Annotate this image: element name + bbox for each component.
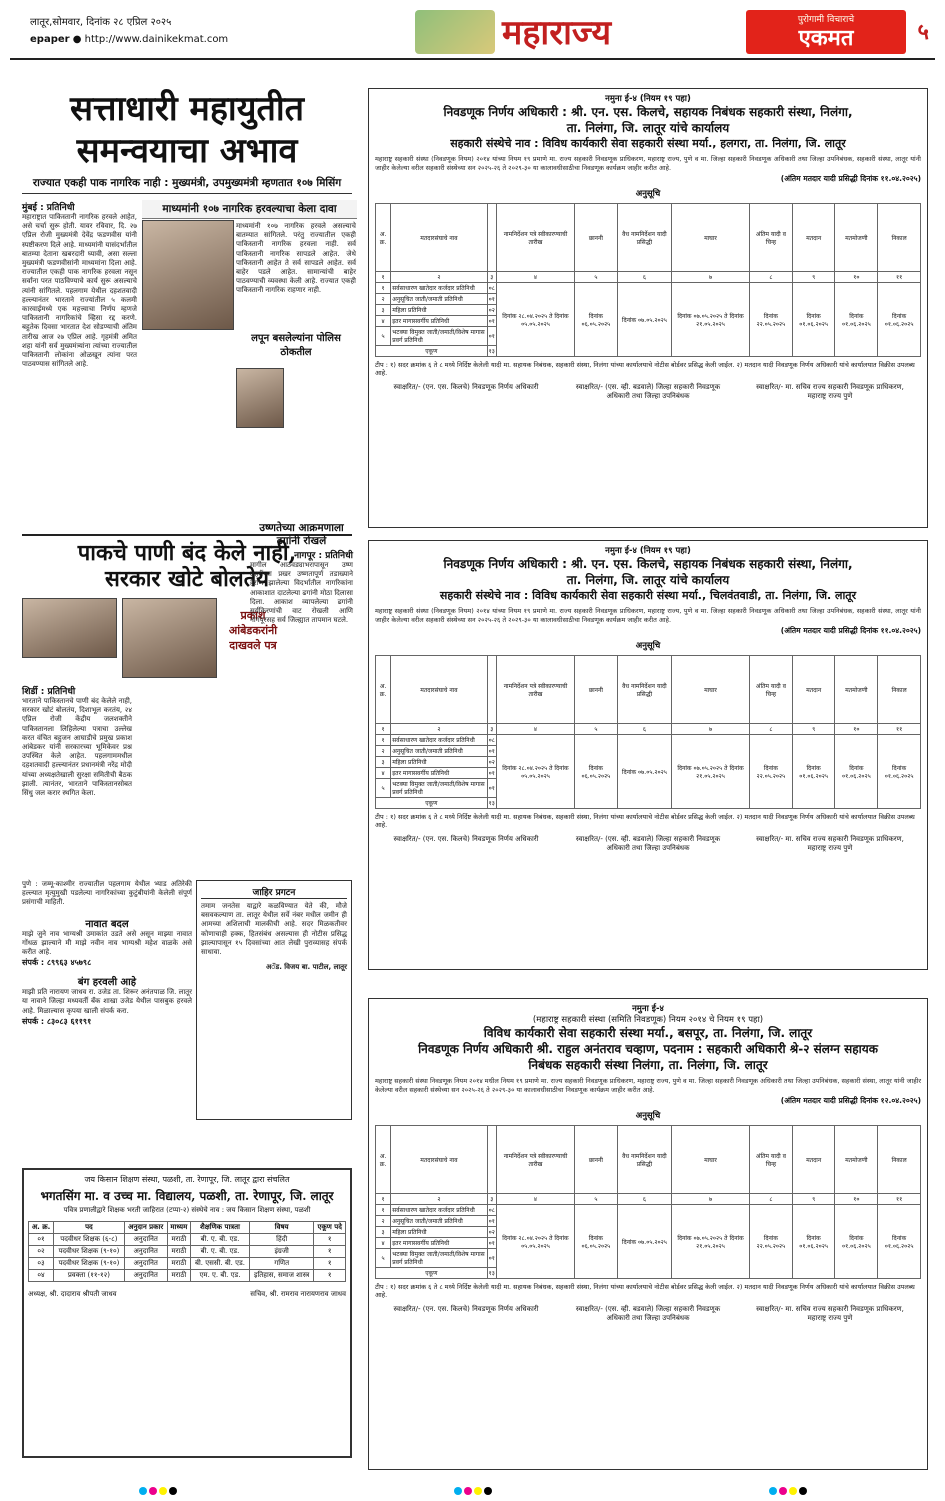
column-number: २: [391, 272, 487, 283]
table-cell: इतर मागासवर्गीय प्रतिनिधी: [391, 316, 487, 327]
schedule-date: दिनांक ०१.०६.२०२५: [792, 283, 835, 357]
schedule-header: अंतिम यादी व चिन्ह: [750, 204, 793, 272]
school-recruitment-ad: [22, 1168, 352, 1458]
signatures: [375, 1305, 921, 1323]
column-number: १०: [835, 1194, 878, 1205]
schedule-table-1: [375, 188, 921, 401]
schedule-header: अंतिम यादी व चिन्ह: [750, 1126, 793, 1194]
schedule-header: अंतिम यादी व चिन्ह: [750, 656, 793, 724]
table-cell: महिला प्रतिनिधी: [391, 305, 487, 316]
table-cell: ०२: [487, 1227, 496, 1238]
schedule-note: टीप : १) सदर क्रमांक ६ ते ८ मध्ये निर्दिष्ट केलेली यादी मा. सहायक निबंधक, सहकारी संस्था, निलंगा यांच्या कार्यालयाचे नोटीस बोर्डवर प्रसिद्ध केली जाईल. २) मतदान यादी निवडणूक निर्णय अधिकारी यांचे कार्यालयात विक्रीस उपलब्ध आहे.: [375, 361, 915, 377]
magenta-dot: [779, 1487, 787, 1495]
table-cell: इंग्रजी: [249, 1246, 314, 1258]
sign-secretary: सचिव, श्री. रामराव नारायणराव जाधव: [250, 1290, 346, 1298]
election-notice-chilvantwadi: [368, 540, 928, 970]
yellow-dot: [159, 1487, 167, 1495]
notice-officer: निवडणूक निर्णय अधिकारी श्री. राहुल अनंतराव चव्हाण, पदनाम : सहकारी अधिकारी श्रे-२ संलग्न सहायक: [418, 1042, 878, 1056]
vacancy-header: पद: [54, 1222, 125, 1234]
column-number: ११: [878, 1194, 921, 1205]
table-cell: ३: [376, 757, 391, 768]
total-value: १३: [487, 798, 496, 809]
table-cell: मराठी: [167, 1246, 190, 1258]
schedule-header: नामनिर्देशन पत्रे स्वीकारण्याची तारीख: [496, 656, 574, 724]
table-cell: ५: [376, 327, 391, 346]
schedule-header: [487, 656, 496, 724]
schedule-header: मतदारसंघाचे नाव: [391, 1126, 487, 1194]
lead-subheadline: राज्यात एकही पाक नागरिक नाही : मुख्यमंत्री, उपमुख्यमंत्री म्हणतात १०७ मिसिंग: [22, 176, 352, 194]
column-number: १: [376, 1194, 391, 1205]
water-headline-line-2: सरकार खोटे बोलतेय: [104, 566, 270, 592]
table-cell: मराठी: [167, 1270, 190, 1282]
column-number: ७: [671, 272, 749, 283]
black-dot: [484, 1487, 492, 1495]
table-cell: महिला प्रतिनिधी: [391, 1227, 487, 1238]
column-number: २: [391, 724, 487, 735]
vacancy-header: अ. क्र.: [29, 1222, 54, 1234]
maharashtra-map-icon: [415, 10, 495, 54]
lead-side-headline: लपून बसलेल्यांना पोलिस ठोकतील: [251, 333, 341, 358]
schedule-date: दिनांक ०१.०६.२०२५: [792, 1205, 835, 1279]
schedule-header: माघार: [671, 204, 749, 272]
table-cell: ०१: [487, 316, 496, 327]
table-cell: ०८: [487, 735, 496, 746]
lead-inset-text: माध्यमांनी १०७ नागरिक हरवले असल्याचे बातम्यात सांगितले. परंतु राज्यातील एकही पाकिस्तानी नागरिक हरवला नाही. सर्व पाकिस्तानी नागरिक सापडले आहेत. जेथे पाकिस्तानी आहेत ते सर्व सापडले आहेत. सर्व बाहेर पडले आहेत. सामान्यांची बाहेर पाठवण्याची व्यवस्था केली आहे. राज्यात एकही पाकिस्तानी नागरिक राहणार नाही.: [236, 222, 356, 295]
table-cell: अनुदानित: [124, 1234, 167, 1246]
schedule-header: मतदारसंघाचे नाव: [391, 204, 487, 272]
column-number: ५: [575, 724, 618, 735]
table-cell: भटक्या विमुक्त जाती/जमाती/विशेष मागास प्रवर्ग प्रतिनिधी: [391, 327, 487, 346]
heat-story: [250, 522, 353, 625]
lead-headline-line-2: समन्वयाचा अभाव: [76, 131, 298, 171]
water-dateline: शिर्डी : प्रतिनिधी: [22, 687, 76, 697]
schedule-header: अ. क्र.: [376, 656, 391, 724]
vacancy-header: अनुदान प्रकार: [124, 1222, 167, 1234]
table-cell: पदवीधर शिक्षक (९-१०): [54, 1246, 125, 1258]
column-number: ८: [750, 724, 793, 735]
schedule-table: [375, 203, 921, 357]
notice-officer: निवडणूक निर्णय अधिकारी : श्री. एन. एस. किलचे, सहायक निबंधक सहकारी संस्था, निलंगा,: [443, 557, 853, 571]
table-cell: १: [314, 1270, 346, 1282]
schedule-date: दिनांक ०७.०५.२०२५: [617, 735, 671, 809]
column-number: १०: [835, 272, 878, 283]
column-number: ४: [496, 724, 574, 735]
table-row: [376, 1205, 921, 1216]
election-notice-halgara: [368, 88, 928, 528]
table-cell: ०१: [487, 768, 496, 779]
schedule-date: दिनांक २८.०४.२०२५ ते दिनांक ०५.०५.२०२५: [496, 283, 574, 357]
schedule-note: टीप : १) सदर क्रमांक ६ ते ८ मध्ये निर्दिष्ट केलेली यादी मा. सहायक निबंधक, सहकारी संस्था, निलंगा यांच्या कार्यालयाचे नोटीस बोर्डवर प्रसिद्ध केली जाईल. २) मतदान यादी निवडणूक निर्णय अधिकारी यांचे कार्यालयात विक्रीस उपलब्ध आहे.: [375, 1283, 915, 1299]
section-title: महाराज्य: [502, 13, 612, 53]
table-cell: अनुसूचित जाती/जमाती प्रतिनिधी: [391, 746, 487, 757]
table-cell: ०१: [487, 1216, 496, 1227]
column-number: ११: [878, 272, 921, 283]
schedule-header: वैध नामनिर्देशन यादी प्रसिद्धी: [617, 204, 671, 272]
schedule-header: [487, 204, 496, 272]
schedule-header: मतदान: [792, 656, 835, 724]
schedule-heading: अनुसूचि: [635, 641, 661, 651]
notice-society: सहकारी संस्थेचे नाव : विविध कार्यकारी सेवा सहकारी संस्था मर्या., चिलवंतवाडी, ता. निलंगा, जि. लातूर: [439, 589, 857, 602]
classified-notices: [22, 880, 192, 1027]
schedule-date: दिनांक ०६.०५.२०२५: [575, 735, 618, 809]
schedule-date: दिनांक ०१.०६.२०२५: [878, 1205, 921, 1279]
table-cell: ०२: [29, 1246, 54, 1258]
lead-dateline: मुंबई : प्रतिनिधी: [22, 203, 75, 213]
lost-notice-phone: संपर्क : ८३०८३ ६११९१: [22, 1016, 92, 1026]
schedule-header: मतदारसंघाचे नाव: [391, 656, 487, 724]
masthead: [10, 8, 935, 60]
name-change-text: माझे जुने नाव भाग्यश्री उमाकांत उडते असे असून माझ्या नावात गोंधळ झाल्याने मी माझे नवीन नाव भाग्यश्री महेश वाळके असे करीत आहे.: [22, 929, 192, 957]
brand-tagline: पुरोगामी विचाराचे: [797, 15, 855, 25]
schedule-header: निकाल: [878, 656, 921, 724]
black-dot: [799, 1487, 807, 1495]
deputy-cm-photo: [236, 368, 284, 428]
table-cell: भटक्या विमुक्त जाती/जमाती/विशेष मागास प्रवर्ग प्रतिनिधी: [391, 779, 487, 798]
schedule-header: निकाल: [878, 204, 921, 272]
table-row: [29, 1258, 346, 1270]
signature-block: स्वाक्षरित/- (एस. व्ही. बडवाले) जिल्हा सहकारी निवडणूक अधिकारी तथा जिल्हा उपनिबंधक: [575, 835, 721, 852]
column-number: ६: [617, 724, 671, 735]
table-cell: ३: [376, 305, 391, 316]
public-notice-ad: [196, 880, 352, 1120]
cyan-dot: [454, 1487, 462, 1495]
schedule-header: मतमोजणी: [835, 1126, 878, 1194]
table-cell: गणित: [249, 1258, 314, 1270]
heat-body-text: मागील आठवड्याभरापासून उष्ण लहरींच्या प्रखर उष्णतापूर्ण तडाख्याने हैराण झालेल्या विदर्भातील नागरिकांना आकाशात दाटलेल्या ढगांनी मोठा दिलासा दिला. आकाश व्यापलेल्या ढगांनी सूर्यकिरणांची वाट रोखली आणि नागपूरसह सर्व जिल्ह्यात तापमान घटले.: [250, 561, 353, 625]
total-label: एकूण: [376, 1268, 488, 1279]
table-cell: सर्वसाधारण खातेदार कर्जदार प्रतिनिधी: [391, 735, 487, 746]
table-cell: सर्वसाधारण खातेदार कर्जदार प्रतिनिधी: [391, 1205, 487, 1216]
epaper-label: epaper: [30, 34, 70, 45]
table-cell: अनुसूचित जाती/जमाती प्रतिनिधी: [391, 1216, 487, 1227]
water-headline-line-1: पाकचे पाणी बंद केले नाही,: [77, 540, 297, 566]
lead-inset-headline: माध्यमांनी १०७ नागरिक हरवल्याचा केला दावा: [142, 200, 357, 219]
table-cell: पदवीधर शिक्षक (६-८): [54, 1234, 125, 1246]
yellow-dot: [789, 1487, 797, 1495]
table-cell: ०८: [487, 283, 496, 294]
schedule-header: [487, 1126, 496, 1194]
table-row: [29, 1246, 346, 1258]
cyan-dot: [769, 1487, 777, 1495]
site-url[interactable]: http://www.dainikekmat.com: [84, 34, 229, 45]
table-cell: ३: [376, 1227, 391, 1238]
table-cell: ०१: [487, 327, 496, 346]
lead-headline-line-1: सत्ताधारी महायुतीत: [69, 89, 305, 129]
column-number: ९: [792, 272, 835, 283]
notice-officer: निवडणूक निर्णय अधिकारी : श्री. एन. एस. किलचे, सहायक निबंधक सहकारी संस्था, निलंगा,: [443, 105, 853, 119]
total-label: एकूण: [376, 346, 488, 357]
total-value: १३: [487, 346, 496, 357]
table-cell: ०२: [487, 757, 496, 768]
school-subtitle: पवित्र प्रणालीद्वारे शिक्षक भरती जाहिरात (टप्पा-२) संस्थेचे नाव : जय किसान शिक्षण संस्था, पळशी: [63, 1206, 311, 1214]
signatures: [375, 835, 921, 853]
schedule-date: दिनांक ०७.०५.२०२५ ते दिनांक २१.०५.२०२५: [671, 283, 749, 357]
table-cell: ५: [376, 779, 391, 798]
schedule-table-2: [375, 640, 921, 853]
schedule-date: दिनांक २२.०५.२०२५: [750, 735, 793, 809]
schedule-header: मतमोजणी: [835, 204, 878, 272]
schedule-header: अ. क्र.: [376, 204, 391, 272]
schedule-header: वैध नामनिर्देशन यादी प्रसिद्धी: [617, 656, 671, 724]
table-cell: महिला प्रतिनिधी: [391, 757, 487, 768]
notice-officer-line-2: ता. निलंगा, जि. लातूर यांचे कार्यालय: [566, 573, 730, 587]
table-cell: ०१: [29, 1234, 54, 1246]
notice-form-number: नमुना ई-४ (नियम १९ पहा): [605, 94, 691, 104]
table-cell: ०१: [487, 294, 496, 305]
signature-block: स्वाक्षरित/- मा. सचिव राज्य सहकारी निवडणूक प्राधिकरण, महाराष्ट्र राज्य पुणे: [756, 1305, 904, 1322]
notice-form-number: नमुना ई-४: [632, 1004, 664, 1014]
schedule-date: दिनांक ०७.०५.२०२५: [617, 283, 671, 357]
brand-name: एकमत: [798, 25, 854, 51]
table-cell: बी. ए. बी. एड.: [191, 1234, 250, 1246]
column-number: ११: [878, 724, 921, 735]
table-cell: मराठी: [167, 1234, 190, 1246]
table-cell: इतर मागासवर्गीय प्रतिनिधी: [391, 1238, 487, 1249]
heat-dateline: नागपूर : प्रतिनिधी: [294, 551, 353, 561]
notice-officer-line-2: निबंधक सहकारी संस्था निलंगा, ता. निलंगा, जि. लातूर: [528, 1058, 768, 1072]
public-notice-title: जाहिर प्रगटन: [201, 885, 347, 899]
pune-news-text: पुणे : जम्मू-काश्मीर राज्यातील पहलगाम येथील भ्याड अतिरेकी हल्ल्यात मृत्युमुखी पडलेल्या नागरिकांच्या कुटुंबीयांनी केलेली संपूर्ण प्रसंगाची माहिती.: [22, 880, 192, 907]
column-number: ३: [487, 272, 496, 283]
schedule-date: दिनांक ०७.०५.२०२५: [617, 1205, 671, 1279]
notice-form-number: नमुना ई-४ (नियम १९ पहा): [605, 546, 691, 556]
notice-body: महाराष्ट्र सहकारी संस्था (निवडणूक नियम) २०१४ यांच्या नियम १९ प्रमाणे मा. राज्य सहकारी निवडणूक प्राधिकरण, महाराष्ट्र राज्य, पुणे व मा. जिल्हा सहकारी निवडणूक अधिकारी तथा जिल्हा उपनिबंधक, सहकारी संस्था, लातूर यांनी जाहीर केलेल्या वरील सहकारी संस्थेच्या सन २०२५-२६ ते २०२९-३० या कालावधीसाठीचा निवडणूक कार्यक्रम जाहीर करीत आहे.: [375, 607, 921, 624]
column-number: ५: [575, 1194, 618, 1205]
table-cell: इतर मागासवर्गीय प्रतिनिधी: [391, 768, 487, 779]
column-number: ९: [792, 1194, 835, 1205]
schedule-header: अ. क्र.: [376, 1126, 391, 1194]
schedule-header: छाननी: [575, 656, 618, 724]
signature-block: स्वाक्षरित/- (एन. एस. किलचे) निवडणूक निर्णय अधिकारी: [393, 835, 539, 843]
notice-final-list-date: (अंतिम मतदार यादी प्रसिद्धी दिनांक १२.०४.२०२५): [780, 1096, 921, 1105]
cyan-dot: [139, 1487, 147, 1495]
schedule-note: टीप : १) सदर क्रमांक ६ ते ८ मध्ये निर्दिष्ट केलेली यादी मा. सहायक निबंधक, सहकारी संस्था, निलंगा यांच्या कार्यालयाचे नोटीस बोर्डवर प्रसिद्ध केली जाईल. २) मतदान यादी निवडणूक निर्णय अधिकारी यांचे कार्यालयात विक्रीस उपलब्ध आहे.: [375, 813, 915, 829]
table-cell: हिंदी: [249, 1234, 314, 1246]
signatures: [375, 383, 921, 401]
schedule-date: दिनांक २८.०४.२०२५ ते दिनांक ०५.०५.२०२५: [496, 1205, 574, 1279]
column-number: १: [376, 272, 391, 283]
schedule-header: नामनिर्देशन पत्रे स्वीकारण्याची तारीख: [496, 204, 574, 272]
table-cell: १: [376, 735, 391, 746]
column-number: ७: [671, 1194, 749, 1205]
lead-headline: [22, 88, 352, 172]
column-number: ५: [575, 272, 618, 283]
column-number: १: [376, 724, 391, 735]
column-number: ३: [487, 1194, 496, 1205]
table-cell: २: [376, 746, 391, 757]
brand-logo: [746, 10, 906, 54]
name-change-phone: संपर्क : ८९९६३ ४५७९८: [22, 958, 92, 968]
column-number: ८: [750, 272, 793, 283]
sign-president: अध्यक्ष, श्री. दादाराव श्रीपती जाधव: [28, 1290, 117, 1298]
schedule-header: मतदान: [792, 1126, 835, 1194]
table-cell: २: [376, 1216, 391, 1227]
table-cell: ०४: [29, 1270, 54, 1282]
table-cell: ४: [376, 316, 391, 327]
schedule-header: वैध नामनिर्देशन यादी प्रसिद्धी: [617, 1126, 671, 1194]
schedule-date: दिनांक ०१.०६.२०२५: [878, 283, 921, 357]
schedule-date: दिनांक ०६.०५.२०२५: [575, 1205, 618, 1279]
school-trust: जय किसान शिक्षण संस्था, पळशी, ता. रेणापूर, जि. लातूर द्वारा संचलित: [84, 1175, 290, 1184]
vacancy-header: एकूण पदे: [314, 1222, 346, 1234]
column-number: ७: [671, 724, 749, 735]
schedule-date: दिनांक ०७.०५.२०२५ ते दिनांक २१.०५.२०२५: [671, 735, 749, 809]
total-label: एकूण: [376, 798, 488, 809]
schedule-table-3: [375, 1110, 921, 1323]
table-cell: अनुदानित: [124, 1270, 167, 1282]
globe-icon: ●: [72, 34, 82, 45]
schedule-header: मतमोजणी: [835, 656, 878, 724]
schedule-header: निकाल: [878, 1126, 921, 1194]
lead-story: [22, 200, 356, 520]
magenta-dot: [149, 1487, 157, 1495]
schedule-date: दिनांक ०१.०६.२०२५: [792, 735, 835, 809]
table-cell: ०३: [29, 1258, 54, 1270]
notice-body: महाराष्ट्र सहकारी संस्था निवडणूक नियम २०१४ मधील नियम १९ प्रमाणे मा. राज्य सहकारी निवडणूक प्राधिकरण, महाराष्ट्र राज्य, पुणे व मा. जिल्हा सहकारी निवडणूक अधिकारी तथा जिल्हा उपनिबंधक, सहकारी संस्था, लातूर यांनी जाहीर केलेल्या वरील सहकारी संस्थेच्या सन २०२५-२६ ते २०२९-३० या कालावधीसाठीचा निवडणूक कार्यक्रम जाहीर करीत आहे.: [375, 1077, 921, 1094]
black-dot: [169, 1487, 177, 1495]
notice-body: महाराष्ट्र सहकारी संस्था (निवडणूक नियम) २०१४ यांच्या नियम १९ प्रमाणे मा. राज्य सहकारी निवडणूक प्राधिकरण, महाराष्ट्र राज्य, पुणे व मा. जिल्हा सहकारी निवडणूक अधिकारी तथा जिल्हा उपनिबंधक, सहकारी संस्था, लातूर यांनी जाहीर केलेल्या वरील सहकारी संस्थेच्या सन २०२५-२६ ते २०२९-३० या कालावधीसाठीचा निवडणूक कार्यक्रम जाहीर करीत आहे.: [375, 155, 921, 172]
signature-block: स्वाक्षरित/- (एस. व्ही. बडवाले) जिल्हा सहकारी निवडणूक अधिकारी तथा जिल्हा उपनिबंधक: [575, 1305, 721, 1322]
total-value: १३: [487, 1268, 496, 1279]
table-cell: ०१: [487, 746, 496, 757]
table-cell: ४: [376, 1238, 391, 1249]
notice-officer-line-2: ता. निलंगा, जि. लातूर यांचे कार्यालय: [566, 121, 730, 135]
table-cell: २: [376, 294, 391, 305]
vacancy-header: माध्यम: [167, 1222, 190, 1234]
table-row: [29, 1234, 346, 1246]
table-cell: भटक्या विमुक्त जाती/जमाती/विशेष मागास प्रवर्ग प्रतिनिधी: [391, 1249, 487, 1268]
column-number: ६: [617, 272, 671, 283]
yellow-dot: [474, 1487, 482, 1495]
schedule-date: दिनांक ०६.०५.२०२५: [575, 283, 618, 357]
table-cell: १: [314, 1246, 346, 1258]
table-row: [29, 1270, 346, 1282]
letter-photo: [22, 598, 117, 658]
table-cell: ०१: [487, 779, 496, 798]
table-cell: प्रवक्ता (११-१२): [54, 1270, 125, 1282]
schedule-date: दिनांक २२.०५.२०२५: [750, 1205, 793, 1279]
table-cell: सर्वसाधारण खातेदार कर्जदार प्रतिनिधी: [391, 283, 487, 294]
photo-caption: प्रकाश आंबेडकरांनी दाखवले पत्र: [228, 609, 278, 652]
table-cell: ४: [376, 768, 391, 779]
table-cell: १: [314, 1258, 346, 1270]
schedule-header: नामनिर्देशन पत्रे स्वीकारण्याची तारीख: [496, 1126, 574, 1194]
table-cell: अनुदानित: [124, 1246, 167, 1258]
table-cell: बी. एससी. बी. एड.: [191, 1258, 250, 1270]
epaper-link[interactable]: [30, 34, 228, 45]
water-body-text: भारताने पाकिस्तानचे पाणी बंद केलेले नाही, सरकार खोटं बोलतंय, दिशाभूल करतंय, २४ एप्रिल रोजी केंद्रीय जलशक्तीने पाकिस्तानला लिहिलेल्या पत्राचा उल्लेख करत वंचित बहुजन आघाडीचे प्रमुख प्रकाश आंबेडकर यांनी सरकारच्या भूमिकेवर प्रश्न उपस्थित केले आहेत. पहलगाममधील दहशतवादी हल्ल्यानंतर प्रधानमंत्री नरेंद्र मोदी यांच्या अध्यक्षतेखाली सुरक्षा समितीची बैठक झाली. त्यानंतर, भारताने पाकिस्तानसोबत सिंधु जल करार स्थगित केला.: [22, 697, 132, 798]
lost-notice-text: माझी प्रति नारायण जाधव रा. उजेड ता. शिरूर अनंतपाळ जि. लातूर या नावाने जिल्हा मध्यवर्ती बँक शाखा उजेड येथील पासबुक हरवले आहे. मिळाल्यास कृपया खाली संपर्क करा.: [22, 988, 192, 1015]
table-cell: मराठी: [167, 1258, 190, 1270]
election-notice-baspur: [368, 998, 928, 1470]
table-row: [376, 283, 921, 294]
schedule-heading: अनुसूचि: [635, 189, 661, 199]
table-cell: ०१: [487, 1238, 496, 1249]
table-cell: १: [314, 1234, 346, 1246]
table-row: [376, 735, 921, 746]
table-cell: पदवीधर शिक्षक (९-१०): [54, 1258, 125, 1270]
table-cell: ०१: [487, 1249, 496, 1268]
school-title: भगतसिंग मा. व उच्च मा. विद्यालय, पळशी, ता. रेणापूर, जि. लातूर: [40, 1189, 334, 1203]
column-number: ९: [792, 724, 835, 735]
column-number: ४: [496, 272, 574, 283]
schedule-heading: अनुसूचि: [635, 1111, 661, 1121]
public-notice-text: तमाम जनतेस याद्वारे कळविण्यात येते की, मौजे बसवकल्याण ता. लातूर येथील सर्वे नंबर मधील जमीन ही आमच्या अशिलाची मालकीची आहे. सदर मिळकतीवर कोणाचाही हक्क, हितसंबंध असल्यास ही नोटीस प्रसिद्ध झाल्यापासून १५ दिवसांच्या आत लेखी पुराव्यासह संपर्क साधावा.: [201, 902, 347, 957]
magenta-dot: [464, 1487, 472, 1495]
issue-date: लातूर,सोमवार, दिनांक २८ एप्रिल २०२५: [30, 17, 172, 28]
signature-block: स्वाक्षरित/- (एन. एस. किलचे) निवडणूक निर्णय अधिकारी: [393, 1305, 539, 1313]
column-number: १०: [835, 724, 878, 735]
schedule-date: दिनांक ०१.०६.२०२५: [835, 283, 878, 357]
table-cell: बी. ए. बी. एड.: [191, 1246, 250, 1258]
column-number: २: [391, 1194, 487, 1205]
registration-marks: [0, 1480, 945, 1494]
table-cell: ५: [376, 1249, 391, 1268]
signature-block: स्वाक्षरित/- मा. सचिव राज्य सहकारी निवडणूक प्राधिकरण, महाराष्ट्र राज्य पुणे: [756, 383, 904, 400]
table-cell: इतिहास, समाज शास्त्र: [249, 1270, 314, 1282]
table-cell: १: [376, 1205, 391, 1216]
schedule-header: छाननी: [575, 204, 618, 272]
notice-rule: (महाराष्ट्र सहकारी संस्था (समिति निवडणूक) नियम २०१४ चे नियम १९ पहा): [532, 1015, 764, 1025]
table-cell: अनुदानित: [124, 1258, 167, 1270]
signature-block: स्वाक्षरित/- मा. सचिव राज्य सहकारी निवडणूक प्राधिकरण, महाराष्ट्र राज्य पुणे: [756, 835, 904, 852]
notice-society: सहकारी संस्थेचे नाव : विविध कार्यकारी सेवा सहकारी संस्था मर्या., हलगरा, ता. निलंगा, जि. लातूर: [450, 137, 846, 150]
school-signatures: [28, 1290, 346, 1299]
schedule-table: [375, 1125, 921, 1279]
table-cell: ०२: [487, 305, 496, 316]
table-cell: १: [376, 283, 391, 294]
column-number: ८: [750, 1194, 793, 1205]
table-cell: ०८: [487, 1205, 496, 1216]
column-number: ३: [487, 724, 496, 735]
heat-story-headline: उष्णतेच्या आक्रमणाला ढगांनी रोखले: [259, 522, 344, 547]
page-number: ५: [917, 20, 929, 45]
chief-minister-photo: [142, 220, 234, 330]
vacancy-header: शैक्षणिक पात्रता: [191, 1222, 250, 1234]
schedule-date: दिनांक २२.०५.२०२५: [750, 283, 793, 357]
table-cell: अनुसूचित जाती/जमाती प्रतिनिधी: [391, 294, 487, 305]
notice-final-list-date: (अंतिम मतदार यादी प्रसिद्धी दिनांक ११.०४.२०२५): [780, 174, 921, 183]
notice-final-list-date: (अंतिम मतदार यादी प्रसिद्धी दिनांक ११.०४.२०२५): [780, 626, 921, 635]
schedule-header: मतदान: [792, 204, 835, 272]
schedule-date: दिनांक ०७.०५.२०२५ ते दिनांक २१.०५.२०२५: [671, 1205, 749, 1279]
signature-block: स्वाक्षरित/- (एस. व्ही. बडवाले) जिल्हा सहकारी निवडणूक अधिकारी तथा जिल्हा उपनिबंधक: [575, 383, 721, 400]
schedule-date: दिनांक २८.०४.२०२५ ते दिनांक ०५.०५.२०२५: [496, 735, 574, 809]
column-number: ६: [617, 1194, 671, 1205]
signature-block: स्वाक्षरित/- (एन. एस. किलचे) निवडणूक निर्णय अधिकारी: [393, 383, 539, 391]
schedule-header: माघार: [671, 656, 749, 724]
schedule-header: छाननी: [575, 1126, 618, 1194]
schedule-date: दिनांक ०१.०६.२०२५: [878, 735, 921, 809]
column-number: ४: [496, 1194, 574, 1205]
name-change-heading: नावात बदल: [85, 918, 129, 930]
lead-body-text: महाराष्ट्रात पाकिस्तानी नागरिक हरवले आहेत, असे चर्चा सुरू होती. यावर रविवार, दि. २७ एप्रिल रोजी मुख्यमंत्री देवेंद्र फडणवीस यांनी स्पष्टीकरण दिले आहे. माध्यमांनी यासंदर्भातील बातम्या देताना खबरदारी घ्यावी, असा सल्ला मुख्यमंत्री फडणवीसांनी माध्यमांना दिला आहे. राज्यातील एकही पाक नागरिक हरवला नसून सर्वांना परत पाठविण्याचे कार्य सुरू असल्याचे त्यांनी सांगितले. पहलगाम येथील दहशतवादी हल्ल्यानंतर भारताने राज्यांतील ५ कलमी कारवाईमध्ये एक महत्त्वाचा निर्णय म्हणजे पाकिस्तानी नागरिकांचे व्हिसा रद्द करणे. बहुतेक दिवसा भारतात देश सोडण्याची अंतिम तारीख आज २७ एप्रिल आहे. गृहमंत्री अमित शहा यांनी सर्व मुख्यमंत्र्यांना त्यांच्या राज्यातील पाकिस्तानी लोकांना ओळखून त्यांना परत पाठवण्यास सांगितले आहे.: [22, 213, 137, 369]
vacancy-table: [28, 1221, 346, 1282]
schedule-date: दिनांक ०१.०६.२०२५: [835, 1205, 878, 1279]
notice-society: विविध कार्यकारी सेवा सहकारी संस्था मर्या., बसपूर, ता. निलंगा, जि. लातूर: [483, 1026, 813, 1040]
public-notice-sign: अॅड. विजय बा. पाटील, लातूर: [265, 963, 347, 972]
vacancy-header: विषय: [249, 1222, 314, 1234]
lost-notice-heading: बंग हरवली आहे: [77, 977, 137, 989]
schedule-header: माघार: [671, 1126, 749, 1194]
schedule-table: [375, 655, 921, 809]
prakash-ambedkar-photo: [122, 598, 217, 678]
schedule-date: दिनांक ०१.०६.२०२५: [835, 735, 878, 809]
table-cell: एम. ए. बी. एड.: [191, 1270, 250, 1282]
